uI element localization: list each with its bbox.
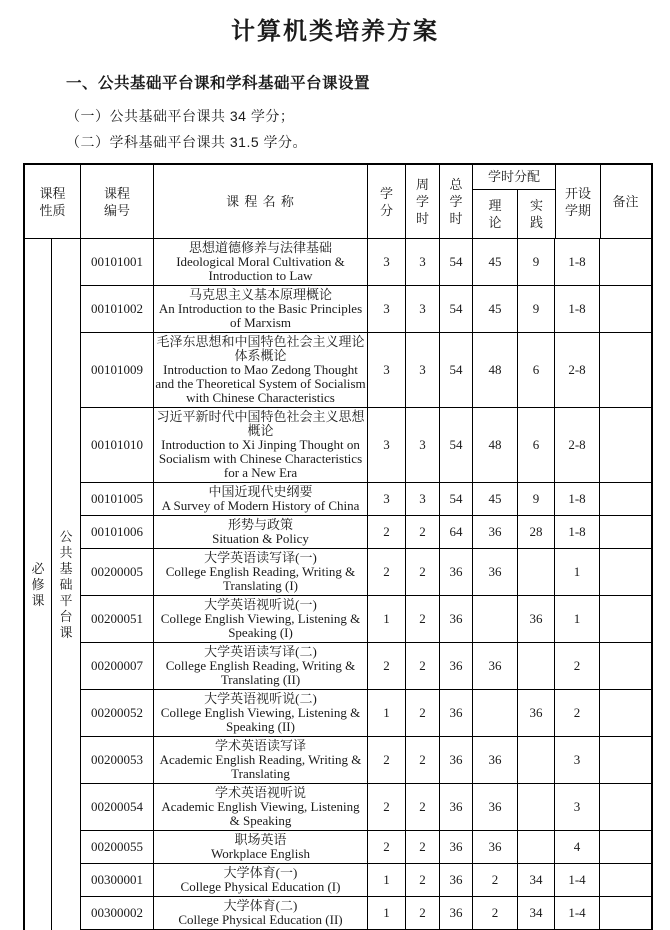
course-name-cell xyxy=(154,483,368,515)
theory-hours-cell: 36 xyxy=(473,643,518,689)
course-name-en: College English Reading, Writing & Translating (I) xyxy=(165,564,356,593)
weekly-hours-cell: 3 xyxy=(406,239,440,285)
table-row xyxy=(81,596,651,643)
course-name-zh: 习近平新时代中国特色社会主义思想概论 xyxy=(156,409,365,438)
course-code-cell: 00200055 xyxy=(81,831,154,863)
col-header-weekly-hours: 周学时 xyxy=(406,165,440,238)
total-hours-cell: 54 xyxy=(440,408,473,482)
course-name-zh: 形势与政策 xyxy=(227,517,293,532)
subnote-discipline-platform: （二）学科基础平台课共 31.5 学分。 xyxy=(66,134,308,150)
course-code-cell: 00300002 xyxy=(81,897,154,929)
total-hours-cell: 36 xyxy=(440,549,473,595)
credits-cell: 3 xyxy=(368,483,406,515)
semester-cell: 1-8 xyxy=(555,239,600,285)
table-row xyxy=(81,483,651,516)
weekly-hours-cell: 2 xyxy=(406,643,440,689)
practice-hours-cell: 9 xyxy=(518,483,555,515)
remarks-cell xyxy=(600,897,651,929)
semester-cell: 1 xyxy=(555,596,600,642)
course-code-cell: 00101006 xyxy=(81,516,154,548)
col-header-credits: 学分 xyxy=(368,165,406,238)
total-hours-cell: 54 xyxy=(440,483,473,515)
course-name-en: College Physical Education (I) xyxy=(180,879,341,894)
course-name-zh: 大学体育(二) xyxy=(223,898,298,913)
course-name-en: Academic English Reading, Writing & Translating xyxy=(159,752,362,781)
total-hours-cell: 36 xyxy=(440,596,473,642)
practice-hours-cell: 9 xyxy=(518,239,555,285)
remarks-cell xyxy=(600,596,651,642)
course-code-cell: 00200005 xyxy=(81,549,154,595)
practice-hours-cell xyxy=(518,737,555,783)
credits-cell: 2 xyxy=(368,549,406,595)
practice-hours-cell: 36 xyxy=(518,596,555,642)
remarks-cell xyxy=(600,333,651,407)
theory-hours-cell: 36 xyxy=(473,516,518,548)
course-name-cell xyxy=(154,690,368,736)
remarks-cell xyxy=(600,483,651,515)
credits-cell: 2 xyxy=(368,737,406,783)
table-row xyxy=(81,737,651,784)
col-header-remarks: 备注 xyxy=(612,193,639,209)
semester-cell: 1-8 xyxy=(555,516,600,548)
remarks-cell xyxy=(600,784,651,830)
theory-hours-cell: 36 xyxy=(473,784,518,830)
course-name-en: College English Viewing, Listening & Speaking (II) xyxy=(160,705,361,734)
course-name-zh: 大学英语读写译(二) xyxy=(204,644,317,659)
total-hours-cell: 36 xyxy=(440,897,473,929)
practice-hours-cell: 6 xyxy=(518,408,555,482)
total-hours-cell: 36 xyxy=(440,784,473,830)
total-hours-cell: 36 xyxy=(440,737,473,783)
course-name-zh: 学术英语读写译 xyxy=(214,738,306,753)
weekly-hours-cell: 3 xyxy=(406,483,440,515)
semester-cell: 2-8 xyxy=(555,408,600,482)
course-code-cell: 00200051 xyxy=(81,596,154,642)
course-code-cell: 00101002 xyxy=(81,286,154,332)
weekly-hours-cell: 3 xyxy=(406,286,440,332)
practice-hours-cell: 28 xyxy=(518,516,555,548)
credits-cell: 2 xyxy=(368,516,406,548)
course-code-cell: 00101010 xyxy=(81,408,154,482)
col-header-hours-allocation: 学时分配 xyxy=(473,165,555,190)
course-code-cell: 00200054 xyxy=(81,784,154,830)
remarks-cell xyxy=(600,690,651,736)
semester-cell: 1 xyxy=(555,549,600,595)
practice-hours-cell: 36 xyxy=(518,690,555,736)
weekly-hours-cell: 2 xyxy=(406,596,440,642)
table-row xyxy=(81,784,651,831)
remarks-cell xyxy=(600,643,651,689)
weekly-hours-cell: 2 xyxy=(406,897,440,929)
remarks-cell xyxy=(600,549,651,595)
course-name-en: A Survey of Modern History of China xyxy=(161,498,360,513)
course-name-cell xyxy=(154,643,368,689)
table-row xyxy=(81,516,651,549)
total-hours-cell: 36 xyxy=(440,831,473,863)
course-name-zh: 学术英语视听说 xyxy=(214,785,306,800)
section-heading: 一、公共基础平台课和学科基础平台课设置 xyxy=(66,75,371,92)
course-name-zh: 毛泽东思想和中国特色社会主义理论体系概论 xyxy=(156,334,365,363)
course-name-en: Ideological Moral Cultivation & Introduction to Law xyxy=(176,254,345,283)
total-hours-cell: 36 xyxy=(440,643,473,689)
course-name-zh: 大学英语读写译(一) xyxy=(204,550,317,565)
course-name-cell xyxy=(154,864,368,896)
col-header-hours-allocation-group xyxy=(473,165,556,238)
course-name-en: An Introduction to the Basic Principles of Marxism xyxy=(158,301,363,330)
course-name-cell xyxy=(154,408,368,482)
practice-hours-cell: 9 xyxy=(518,286,555,332)
credits-cell: 2 xyxy=(368,784,406,830)
total-hours-cell: 36 xyxy=(440,864,473,896)
course-name-cell xyxy=(154,333,368,407)
course-name-zh: 职场英语 xyxy=(234,832,287,847)
course-name-en: Academic English Viewing, Listening & Speaking xyxy=(161,799,360,828)
practice-hours-cell xyxy=(518,784,555,830)
semester-cell: 1-4 xyxy=(555,897,600,929)
total-hours-cell: 54 xyxy=(440,333,473,407)
credits-cell: 2 xyxy=(368,643,406,689)
course-name-cell xyxy=(154,831,368,863)
practice-hours-cell: 6 xyxy=(518,333,555,407)
table-row xyxy=(81,286,651,333)
practice-hours-cell xyxy=(518,643,555,689)
credits-cell: 3 xyxy=(368,286,406,332)
table-row xyxy=(81,831,651,864)
course-name-zh: 思想道德修养与法律基础 xyxy=(188,240,332,255)
weekly-hours-cell: 3 xyxy=(406,408,440,482)
credits-cell: 1 xyxy=(368,897,406,929)
credits-cell: 1 xyxy=(368,596,406,642)
weekly-hours-cell: 2 xyxy=(406,516,440,548)
course-code-cell: 00101009 xyxy=(81,333,154,407)
course-code-cell: 00200007 xyxy=(81,643,154,689)
curriculum-table xyxy=(23,163,653,930)
table-row xyxy=(81,549,651,596)
theory-hours-cell: 2 xyxy=(473,897,518,929)
weekly-hours-cell: 3 xyxy=(406,333,440,407)
group-cell-required-courses: 必修课 xyxy=(25,239,52,930)
credits-cell: 3 xyxy=(368,239,406,285)
course-code-cell: 00101005 xyxy=(81,483,154,515)
semester-cell: 1-8 xyxy=(555,483,600,515)
total-hours-cell: 54 xyxy=(440,286,473,332)
course-name-en: Workplace English xyxy=(211,846,310,861)
course-name-en: Introduction to Mao Zedong Thought and the Theoretical System of Socialism with Chinese Characteristics xyxy=(155,362,366,405)
table-rows xyxy=(81,239,651,930)
theory-hours-cell: 36 xyxy=(473,549,518,595)
remarks-cell xyxy=(600,408,651,482)
course-name-cell xyxy=(154,239,368,285)
course-name-en: Situation & Policy xyxy=(212,531,309,546)
remarks-cell xyxy=(600,516,651,548)
col-header-total-hours: 总学时 xyxy=(440,165,473,238)
course-name-en: College English Reading, Writing & Translating (II) xyxy=(165,658,356,687)
course-name-cell xyxy=(154,549,368,595)
course-name-cell xyxy=(154,596,368,642)
col-header-course-name: 课 程 名 称 xyxy=(154,165,368,238)
course-name-zh: 大学英语视听说(二) xyxy=(204,691,317,706)
col-header-course-code: 课程编号 xyxy=(81,165,154,238)
weekly-hours-cell: 2 xyxy=(406,549,440,595)
total-hours-cell: 36 xyxy=(440,690,473,736)
table-row xyxy=(81,897,651,930)
semester-cell: 1-8 xyxy=(555,286,600,332)
remarks-cell xyxy=(600,737,651,783)
course-name-cell xyxy=(154,897,368,929)
credits-cell: 3 xyxy=(368,333,406,407)
course-name-cell xyxy=(154,737,368,783)
remarks-cell xyxy=(600,864,651,896)
weekly-hours-cell: 2 xyxy=(406,864,440,896)
course-name-zh: 中国近现代史纲要 xyxy=(208,484,313,499)
course-name-en: College Physical Education (II) xyxy=(178,912,343,927)
remarks-cell xyxy=(600,286,651,332)
practice-hours-cell xyxy=(518,549,555,595)
weekly-hours-cell: 2 xyxy=(406,690,440,736)
semester-cell: 2-8 xyxy=(555,333,600,407)
table-row xyxy=(81,643,651,690)
col-header-practice: 实践 xyxy=(529,198,543,230)
semester-cell: 2 xyxy=(555,643,600,689)
course-name-en: Introduction to Xi Jinping Thought on Socialism with Chinese Characteristics for a New Era xyxy=(158,437,363,480)
semester-cell: 4 xyxy=(555,831,600,863)
theory-hours-cell: 45 xyxy=(473,483,518,515)
remarks-cell xyxy=(600,831,651,863)
table-header-row xyxy=(25,165,651,239)
subnote-public-platform: （一）公共基础平台课共 34 学分； xyxy=(66,108,295,124)
practice-hours-cell xyxy=(518,831,555,863)
weekly-hours-cell: 2 xyxy=(406,737,440,783)
practice-hours-cell: 34 xyxy=(518,864,555,896)
course-code-cell: 00300001 xyxy=(81,864,154,896)
theory-hours-cell xyxy=(473,690,518,736)
semester-cell: 2 xyxy=(555,690,600,736)
course-name-cell xyxy=(154,286,368,332)
theory-hours-cell: 48 xyxy=(473,333,518,407)
table-row xyxy=(81,239,651,286)
credits-cell: 2 xyxy=(368,831,406,863)
page-title: 计算机类培养方案 xyxy=(231,18,439,45)
semester-cell: 3 xyxy=(555,784,600,830)
course-name-zh: 马克思主义基本原理概论 xyxy=(188,287,332,302)
practice-hours-cell: 34 xyxy=(518,897,555,929)
credits-cell: 1 xyxy=(368,690,406,736)
semester-cell: 1-4 xyxy=(555,864,600,896)
theory-hours-cell: 36 xyxy=(473,737,518,783)
weekly-hours-cell: 2 xyxy=(406,784,440,830)
course-code-cell: 00200053 xyxy=(81,737,154,783)
credits-cell: 3 xyxy=(368,408,406,482)
total-hours-cell: 54 xyxy=(440,239,473,285)
course-code-cell: 00101001 xyxy=(81,239,154,285)
course-code-cell: 00200052 xyxy=(81,690,154,736)
weekly-hours-cell: 2 xyxy=(406,831,440,863)
theory-hours-cell: 45 xyxy=(473,239,518,285)
table-row xyxy=(81,864,651,897)
theory-hours-cell: 2 xyxy=(473,864,518,896)
table-body xyxy=(25,239,651,930)
course-name-cell xyxy=(154,516,368,548)
course-name-zh: 大学体育(一) xyxy=(223,865,298,880)
credits-cell: 1 xyxy=(368,864,406,896)
col-header-theory: 理论 xyxy=(473,190,518,238)
theory-hours-cell xyxy=(473,596,518,642)
course-name-cell xyxy=(154,784,368,830)
table-row xyxy=(81,690,651,737)
theory-hours-cell: 36 xyxy=(473,831,518,863)
semester-cell: 3 xyxy=(555,737,600,783)
theory-hours-cell: 48 xyxy=(473,408,518,482)
table-row xyxy=(81,408,651,483)
total-hours-cell: 64 xyxy=(440,516,473,548)
theory-hours-cell: 45 xyxy=(473,286,518,332)
col-header-course-nature: 课程性质 xyxy=(25,165,81,238)
group-cell-public-basic-platform: 公共基础平台课 xyxy=(52,239,81,930)
table-row xyxy=(81,333,651,408)
remarks-cell xyxy=(600,239,651,285)
hours-allocation-subheaders xyxy=(473,190,555,238)
col-header-semester: 开设学期 xyxy=(556,165,601,238)
course-name-zh: 大学英语视听说(一) xyxy=(204,597,317,612)
course-name-en: College English Viewing, Listening & Speaking (I) xyxy=(160,611,361,640)
